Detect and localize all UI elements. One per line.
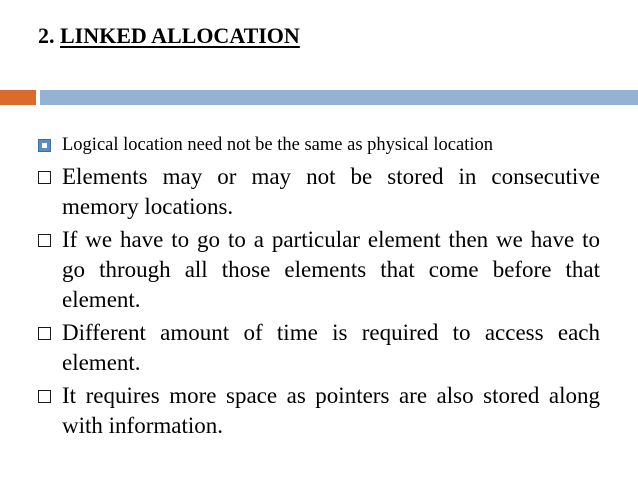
filled-square-bullet-icon	[38, 139, 51, 152]
slide-title	[38, 22, 300, 50]
bullet-item	[38, 162, 600, 222]
title-text: LINKED ALLOCATION	[60, 23, 300, 48]
hollow-square-bullet-icon	[38, 327, 51, 340]
hollow-square-bullet-icon	[38, 390, 51, 403]
divider-bar	[40, 90, 638, 105]
title-number: 2.	[38, 23, 55, 48]
hollow-square-bullet-icon	[38, 234, 51, 247]
bullet-text: Different amount of time is required to access each element.	[62, 320, 600, 375]
bullet-text: If we have to go to a particular element then we have to go through all those elements that come before that element.	[62, 227, 600, 312]
divider-accent	[0, 90, 36, 105]
hollow-square-bullet-icon	[38, 171, 51, 184]
bullet-item	[38, 381, 600, 441]
bullet-text: It requires more space as pointers are also stored along with information.	[62, 383, 600, 438]
bullet-list	[38, 131, 600, 441]
bullet-item	[38, 225, 600, 315]
bullet-text: Logical location need not be the same as physical location	[62, 135, 494, 155]
bullet-item	[38, 318, 600, 378]
bullet-text: Elements may or may not be stored in consecutive memory locations.	[62, 164, 600, 219]
bullet-item	[38, 131, 600, 159]
